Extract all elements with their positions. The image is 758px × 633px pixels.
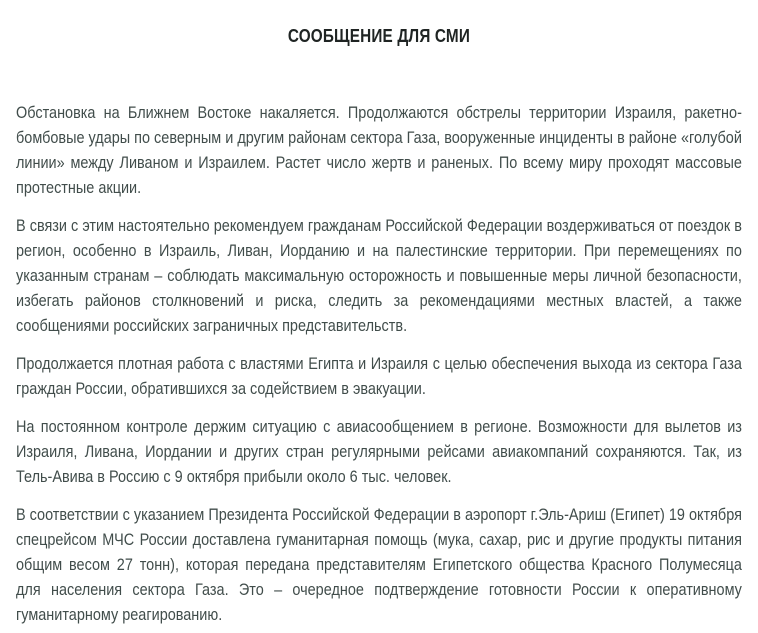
paragraph-situation: Обстановка на Ближнем Востоке накаляется. Продолжаются обстрелы территории Израиля, ракетно-бомбовые удары по северным и другим районам сектора Газа, вооруженные инциденты в районе «голубой линии» между Ливаном и Израилем. Растет число жертв и раненых. По всему миру проходят массовые протестные акции. xyxy=(16,103,742,197)
paragraph-humanitarian-aid: В соответствии с указанием Президента Российской Федерации в аэропорт г.Эль-Ариш (Египет) 19 октября спецрейсом МЧС России доставлена гуманитарная помощь (мука, сахар, рис и другие продукты питания общим весом 27 тонн), которая передана представителям Египетского общества Красного Полумесяца для населения сектора Газа. Это – очередное подтверждение готовности России к оперативному гуманитарному реагированию. xyxy=(16,505,742,624)
paragraph-air-travel: На постоянном контроле держим ситуацию с авиасообщением в регионе. Возможности для вылетов из Израиля, Ливана, Иордании и других стран регулярными рейсами авиакомпаний сохраняются. Так, из Тель-Авива в Россию с 9 октября прибыли около 6 тыс. человек. xyxy=(16,417,742,486)
page-title: СООБЩЕНИЕ ДЛЯ СМИ xyxy=(287,26,471,46)
document-sheet xyxy=(16,0,742,627)
paragraph-egypt-israel-work: Продолжается плотная работа с властями Египта и Израиля с целью обеспечения выхода из сектора Газа граждан России, обратившихся за содействием в эвакуации. xyxy=(16,354,742,398)
paragraph-travel-recommendation: В связи с этим настоятельно рекомендуем гражданам Российской Федерации воздерживаться от поездок в регион, особенно в Израиль, Ливан, Иорданию и на палестинские территории. При перемещениях по указанным странам – соблюдать максимальную осторожность и повышенные меры личной безопасности, избегать районов столкновений и риска, следить за рекомендациями местных властей, а также сообщениями российских заграничных представительств. xyxy=(16,216,742,335)
